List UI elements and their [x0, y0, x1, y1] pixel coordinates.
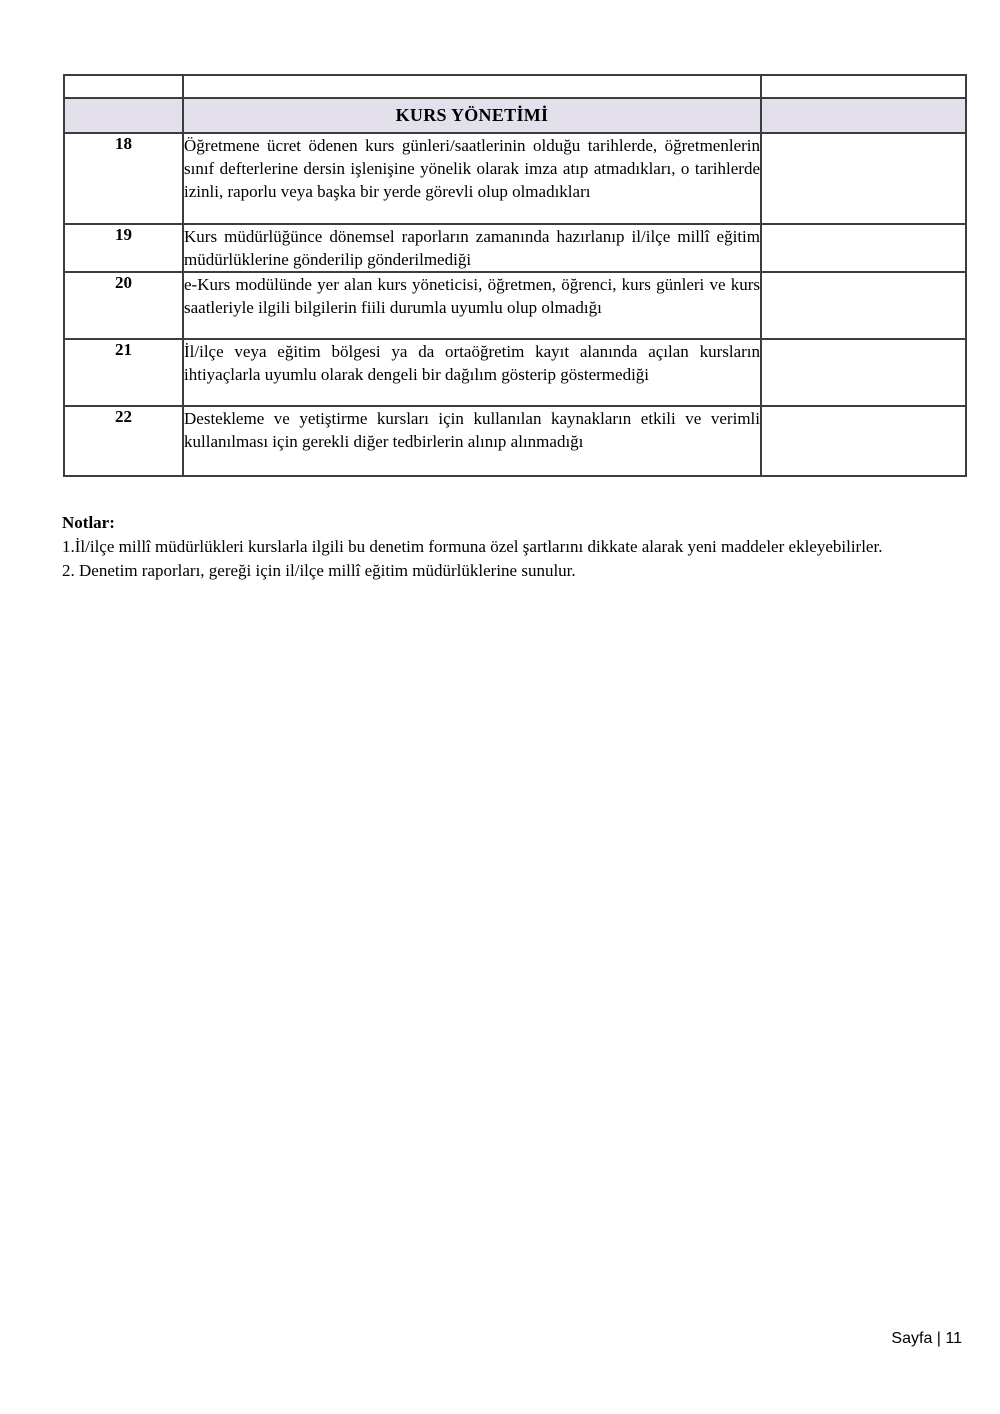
page-footer	[891, 1330, 962, 1348]
row-number-cell: 19	[64, 224, 183, 272]
section-title: KURS YÖNETİMİ	[395, 105, 549, 125]
row-text-cell: Destekleme ve yetiştirme kursları için kullanılan kaynakların etkili ve verimli kullanılması için gerekli diğer tedbirlerin alınıp alınmadığı	[183, 406, 761, 476]
table-row	[64, 406, 966, 476]
row-text-cell: e-Kurs modülünde yer alan kurs yöneticisi, öğretmen, öğrenci, kurs günleri ve kurs saatleriyle ilgili bilgilerin fiili durumla uyumlu olup olmadığı	[183, 272, 761, 339]
row-number-cell: 22	[64, 406, 183, 476]
row-number-cell: 18	[64, 133, 183, 224]
page-number: Sayfa | 11	[891, 1330, 962, 1347]
row-number-cell: 21	[64, 339, 183, 406]
spacer-cell-no	[64, 75, 183, 98]
spacer-cell-text	[183, 75, 761, 98]
spacer-cell-result	[761, 75, 966, 98]
row-text-cell: İl/ilçe veya eğitim bölgesi ya da ortaöğretim kayıt alanında açılan kursların ihtiyaçlarla uyumlu olarak dengeli bir dağılım gösterip göstermediği	[183, 339, 761, 406]
table-row	[64, 272, 966, 339]
row-result-cell	[761, 339, 966, 406]
table-spacer-row	[64, 75, 966, 98]
table-row	[64, 224, 966, 272]
row-text-cell: Kurs müdürlüğünce dönemsel raporların zamanında hazırlanıp il/ilçe millî eğitim müdürlüklerine gönderilip gönderilmediği	[183, 224, 761, 272]
table-row	[64, 133, 966, 224]
row-text-cell: Öğretmene ücret ödenen kurs günleri/saatlerinin olduğu tarihlerde, öğretmenlerin sınıf defterlerine dersin işlenişine yönelik olarak imza atıp atmadıkları, o tarihlerde izinli, raporlu veya başka bir yerde görevli olup olmadıkları	[183, 133, 761, 224]
table-row	[64, 339, 966, 406]
row-result-cell	[761, 272, 966, 339]
row-number-cell: 20	[64, 272, 183, 339]
notes-title: Notlar:	[62, 513, 115, 532]
note-item: 2. Denetim raporları, gereği için il/ilçe millî eğitim müdürlüklerine sunulur.	[62, 561, 576, 580]
section-cell-title	[183, 98, 761, 133]
inspection-table	[63, 74, 967, 477]
section-cell-no	[64, 98, 183, 133]
section-header-row	[64, 98, 966, 133]
note-item: 1.İl/ilçe millî müdürlükleri kurslarla ilgili bu denetim formuna özel şartlarını dikkate alarak yeni maddeler ekleyebilirler.	[62, 537, 883, 556]
row-result-cell	[761, 406, 966, 476]
row-result-cell	[761, 133, 966, 224]
row-result-cell	[761, 224, 966, 272]
notes-section	[62, 511, 963, 583]
section-cell-result	[761, 98, 966, 133]
